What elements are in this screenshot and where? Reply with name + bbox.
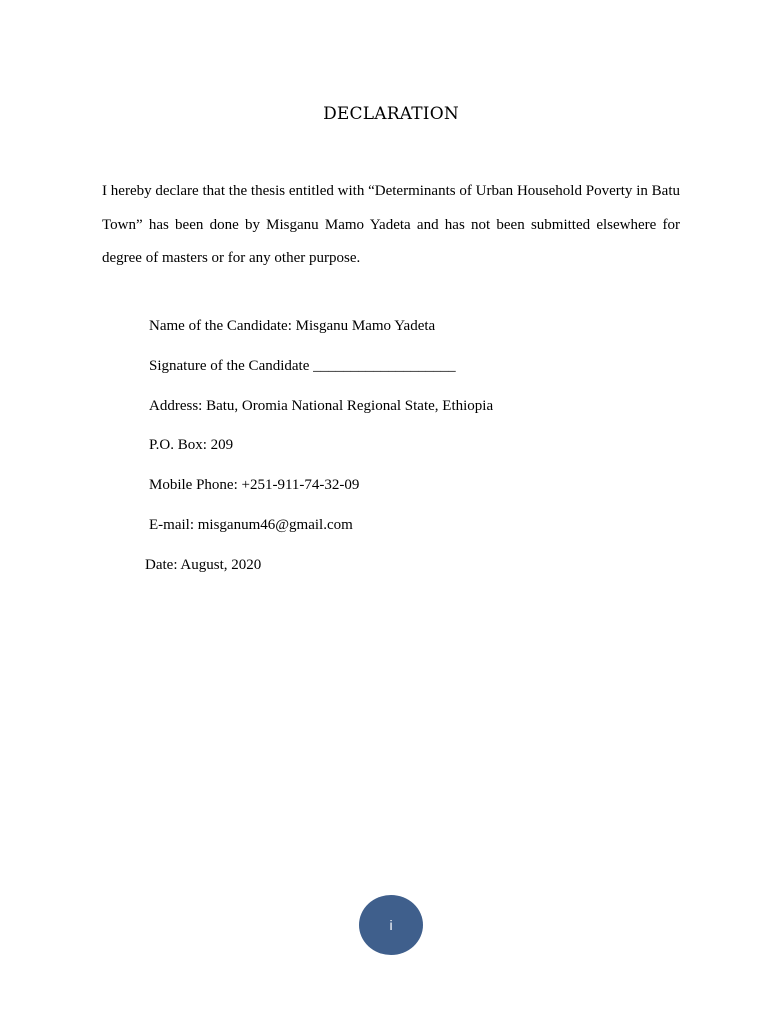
candidate-signature: Signature of the Candidate ___________________ [149,357,456,374]
candidate-address: Address: Batu, Oromia National Regional State, Ethiopia [149,397,494,414]
candidate-po-box: P.O. Box: 209 [149,437,234,454]
declaration-paragraph: I hereby declare that the thesis entitled with “Determinants of Urban Household Poverty in Batu Town” has been done by Misganu Mamo Yadeta and has not been submitted elsewhere for degree of masters or for any other purpose. [102,183,680,266]
page-number-badge [359,895,423,955]
page-title: DECLARATION [323,104,459,124]
candidate-mobile: Mobile Phone: +251-911-74-32-09 [149,477,360,494]
declaration-date: Date: August, 2020 [145,556,262,573]
page-number: i [389,917,393,933]
candidate-details [145,314,494,593]
candidate-email: E-mail: misganum46@gmail.com [149,516,353,533]
candidate-name: Name of the Candidate: Misganu Mamo Yadeta [149,318,436,334]
